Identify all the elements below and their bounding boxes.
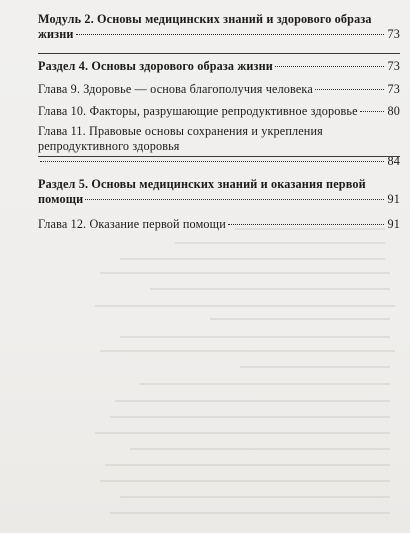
separator-rule xyxy=(38,156,400,157)
dot-leader xyxy=(85,199,384,200)
separator-rule xyxy=(38,53,400,54)
toc-entry-title: Глава 12. Оказание первой помощи xyxy=(38,217,226,231)
toc-entry-title-line-2: репродуктивного здоровья xyxy=(38,139,180,153)
toc-entry-title: Раздел 4. Основы здорового образа жизни xyxy=(38,59,273,73)
toc-entry-title: Глава 9. Здоровье — основа благополучия человека xyxy=(38,82,313,96)
dot-leader xyxy=(228,224,384,225)
toc-entry-module-2[interactable] xyxy=(38,12,400,42)
page-number: 73 xyxy=(387,82,400,96)
toc-entry-title-line-1: Раздел 5. Основы медицинских знаний и оказания первой xyxy=(38,177,366,191)
toc-entry-chapter-12[interactable] xyxy=(38,217,400,232)
page-number: 84 xyxy=(387,154,400,168)
toc-entry-title-line-2: помощи xyxy=(38,192,84,206)
page-number: 91 xyxy=(387,217,400,231)
toc-entry-section-4[interactable] xyxy=(38,59,400,74)
toc-entry-chapter-10[interactable] xyxy=(38,104,400,119)
dot-leader xyxy=(76,34,384,35)
page-number: 91 xyxy=(387,192,400,206)
dot-leader xyxy=(40,161,384,162)
dot-leader xyxy=(275,66,384,67)
toc-entry-title: Глава 10. Факторы, разрушающие репродуктивное здоровье xyxy=(38,104,358,118)
dot-leader xyxy=(315,89,384,90)
toc-entry-title-line-1: Модуль 2. Основы медицинских знаний и здорового образа xyxy=(38,12,372,26)
table-of-contents xyxy=(38,12,400,232)
toc-entry-title-line-2: жизни xyxy=(38,27,74,41)
toc-entry-chapter-9[interactable] xyxy=(38,82,400,97)
dot-leader xyxy=(360,111,384,112)
page-number: 80 xyxy=(387,104,400,118)
page-number: 73 xyxy=(387,27,400,41)
page-number: 73 xyxy=(387,59,400,73)
toc-entry-chapter-11[interactable] xyxy=(38,124,400,169)
toc-entry-section-5[interactable] xyxy=(38,177,400,207)
toc-entry-title-line-1: Глава 11. Правовые основы сохранения и укрепления xyxy=(38,124,323,138)
